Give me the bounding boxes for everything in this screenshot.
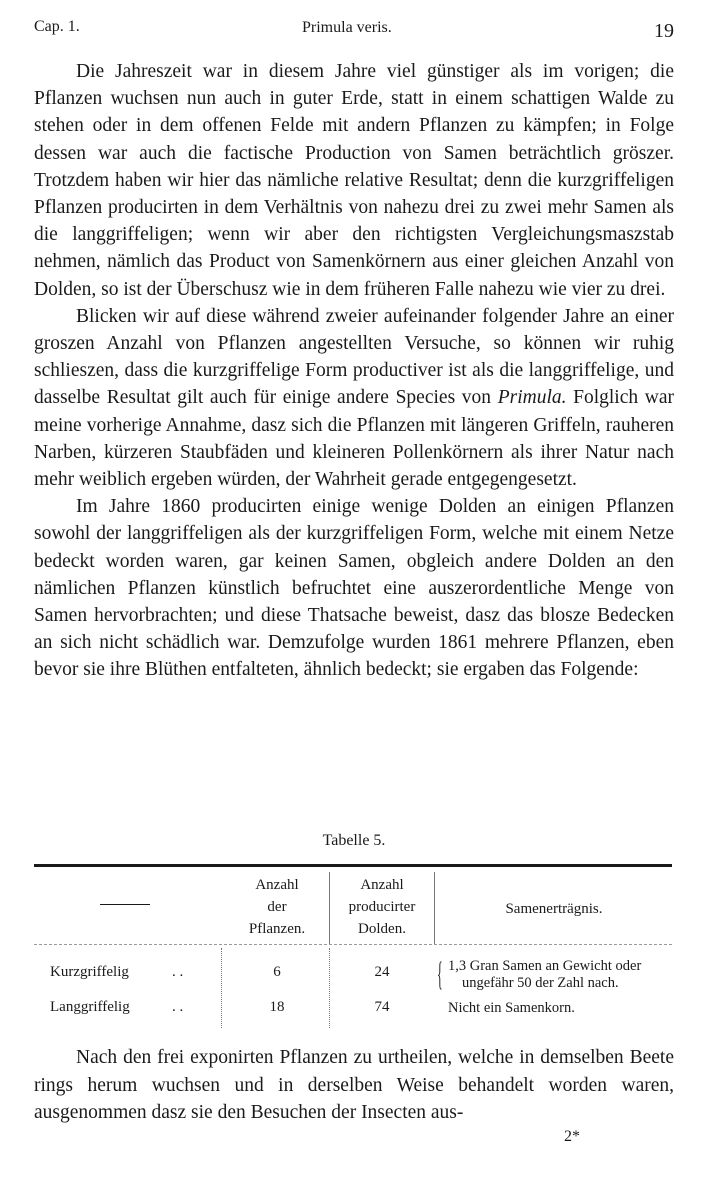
column-header-plants-line3: Pflanzen. xyxy=(248,921,306,937)
main-text xyxy=(34,58,674,684)
table-row-1-plants: 6 xyxy=(273,964,281,980)
column-header-plants-line1: Anzahl xyxy=(255,877,299,893)
closing-text xyxy=(34,1044,674,1127)
table-row-1-yield-line2: ungefähr 50 der Zahl nach. xyxy=(462,975,619,991)
column-header-umbels-line2: producirter xyxy=(348,899,416,915)
paragraph-3: Im Jahre 1860 producirten einige wenige Dolden an einigen Pflanzen sowohl der langgriffeligen als der kurzgriffeligen Form, welche mit einem Netze bedeckt worden waren, gar keinen Samen, obgleich andere Dolden an den nämlichen Pflanzen künstlich befruchtet eine auszerordentliche Menge von Samen hervorbrachten; und diese Thatsache beweist, dasz das blosze Bedecken an sich nicht schädlich war. Demzufolge wurden 1861 mehrere Pflanzen, eben bevor sie ihre Blüthen entfalteten, ähnlich bedeckt; sie ergaben das Folgende: xyxy=(34,496,674,681)
column-header-yield: Samenerträgnis. xyxy=(505,901,603,917)
species-name: Primula. xyxy=(497,387,567,409)
column-header-umbels xyxy=(332,874,432,940)
paragraph-2-end: Folglich war meine vorherige Annahme, dasz sich die Pflanzen mit längeren Griffeln, rauheren Narben, kürzeren Staubfäden und kleineren Pollenkörnern als ihrer Natur nach mehr weiblich ergeben würden, der Wahrheit gerade entgegengesetzt. xyxy=(34,387,674,491)
header-divider-1 xyxy=(329,872,330,944)
table-row-1-yield-line1: 1,3 Gran Samen an Gewicht oder xyxy=(448,958,642,974)
table-row-2-dots: . . xyxy=(172,999,184,1015)
paragraph-2-start: Blicken wir auf diese während zweier aufeinander folgender Jahre an einer groszen Anzahl von Pflanzen angestellten Versuche, so können wir ruhig schlieszen, dass die kurzgriffelige Form productiver ist als die langgriffelige, und dasselbe Resultat gilt auch für einige andere Species von xyxy=(34,305,674,409)
table-row-2-plants: 18 xyxy=(269,999,285,1015)
table-row-2-yield: Nicht ein Samenkorn. xyxy=(448,1000,575,1016)
table-row-1-dots: . . xyxy=(172,964,184,980)
page-number: 19 xyxy=(654,20,674,42)
table-header-rule xyxy=(34,944,672,945)
yield-brace: { xyxy=(437,956,443,993)
table-row-1-umbels: 24 xyxy=(374,964,390,980)
table-caption: Tabelle 5. xyxy=(322,832,386,849)
column-header-plants xyxy=(222,874,332,940)
table-row-2-form: Langgriffelig xyxy=(50,999,130,1015)
column-header-umbels-line3: Dolden. xyxy=(358,921,406,937)
column-header-umbels-line1: Anzahl xyxy=(360,877,404,893)
table-row-1-form: Kurzgriffelig xyxy=(50,964,129,980)
signature-mark: 2* xyxy=(564,1128,580,1145)
header-divider-2 xyxy=(434,872,435,944)
running-title: Primula veris. xyxy=(302,19,392,36)
running-header xyxy=(34,18,674,42)
paragraph-1: Die Jahreszeit war in diesem Jahre viel günstiger als im vorigen; die Pflanzen wuchsen nun auch in guter Erde, statt in einem schattigen Walde zu stehen oder in dem offenen Felde mit andern Pflanzen zu kämpfen; in Folge dessen war auch die factische Production von Samen beträchtlich gröszer. Trotzdem haben wir hier das nämliche relative Resultat; denn die kurzgriffeligen Pflanzen producirten in dem Verhältnis von nahezu drei zu zwei mehr Samen als die langgriffeligen; wenn wir aber den richtigsten Vergleichungsmaszstab nehmen, nämlich das Product von Samenkörnern aus einer gleichen Anzahl von Dolden, so ist der Überschusz wie in dem früheren Falle nahezu wie vier zu drei. xyxy=(34,61,674,300)
chapter-label: Cap. 1. xyxy=(34,18,80,35)
closing-paragraph: Nach den frei exponirten Pflanzen zu urtheilen, welche in demselben Beete rings herum wuchsen und in derselben Weise behandelt worden waren, ausgenommen dasz sie den Besuchen der Insecten aus- xyxy=(34,1047,674,1123)
table-row-2-umbels: 74 xyxy=(374,999,390,1015)
table-top-rule xyxy=(34,864,672,867)
column-header-plants-line2: der xyxy=(267,899,287,915)
table-header-dash xyxy=(100,904,150,905)
paragraph-2 xyxy=(34,303,674,493)
